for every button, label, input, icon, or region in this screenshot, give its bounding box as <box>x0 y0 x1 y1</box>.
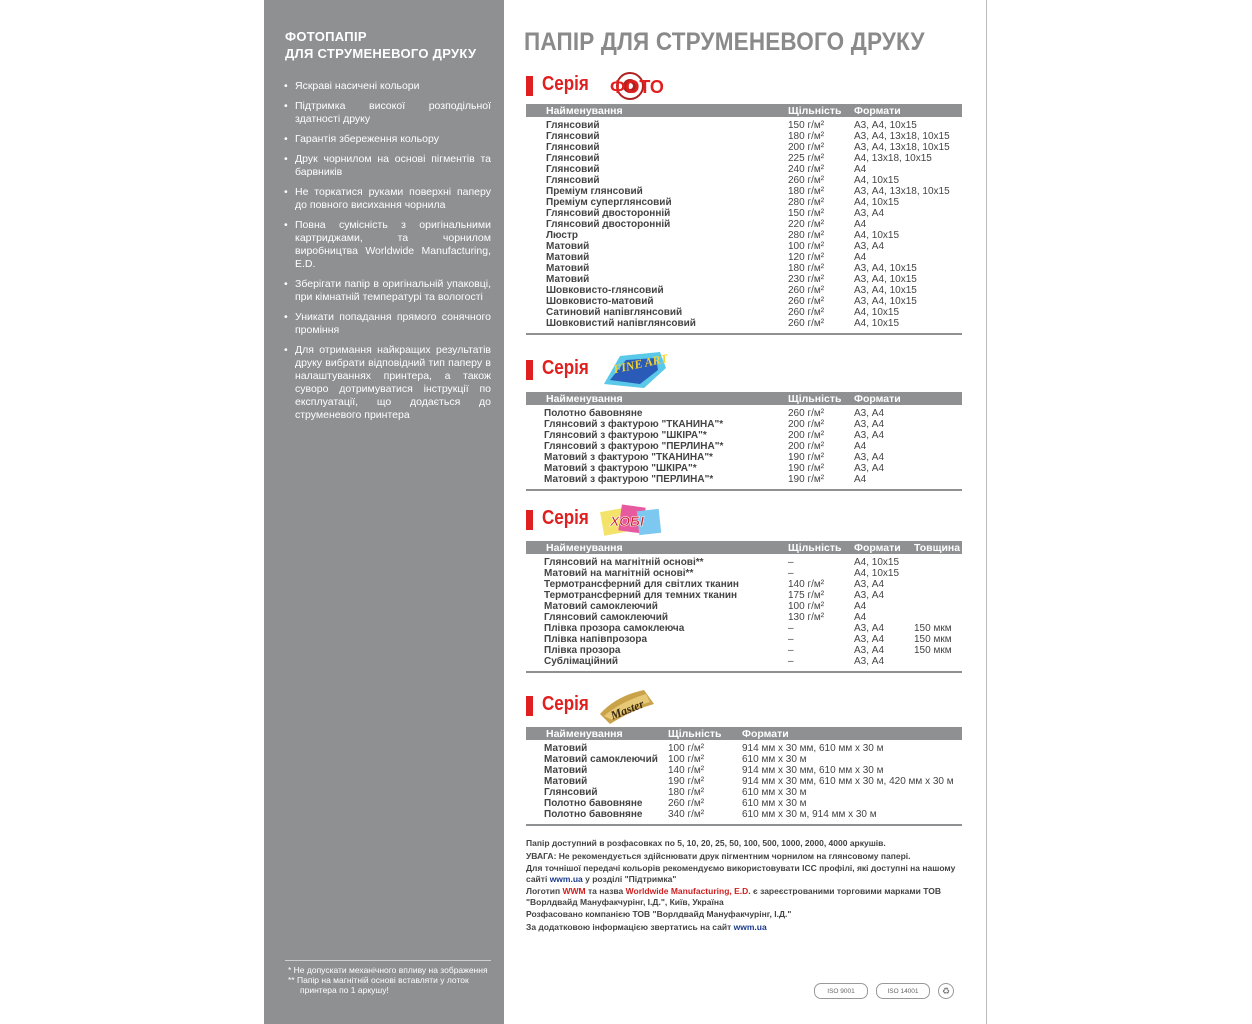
sidebar-title-line2: ДЛЯ СТРУМЕНЕВОГО ДРУКУ <box>285 46 477 61</box>
table-cell: Глянсовий <box>546 142 600 153</box>
header-density: Щільність <box>788 104 854 117</box>
footer-more-info <box>526 922 966 933</box>
footer-line: Папір доступний в розфасовках по 5, 10, 20, 25, 50, 100, 500, 1000, 2000, 4000 аркушів. <box>526 838 886 848</box>
header-density: Щільність <box>788 541 854 554</box>
footer-site-link[interactable]: wwm.ua <box>549 873 583 884</box>
sidebar-title <box>285 28 476 62</box>
table-cell: 100 г/м² <box>668 754 705 765</box>
table-cell: Плівка прозора самоклеюча <box>544 623 685 634</box>
table-cell: 150 мкм <box>914 645 952 656</box>
footer-icc-text: Для точнішої передачі кольорів рекомендуємо використовувати ICC профілі, які доступні на нашому сайті <box>526 863 956 884</box>
hobby-logo-text: ХОБІ <box>610 513 644 529</box>
table-cell: 150 г/м² <box>788 120 825 131</box>
main-content <box>504 0 986 1024</box>
table-cell: 914 мм х 30 мм, 610 мм х 30 м <box>742 743 884 754</box>
series-marker <box>526 76 533 96</box>
footer-company-name: Worldwide Manufacturing, E.D. <box>625 886 751 896</box>
table-row <box>526 230 962 241</box>
table-cell: А3, А4 <box>854 645 885 656</box>
table-cell: 260 г/м² <box>788 408 825 419</box>
table-end-rule <box>526 824 962 826</box>
table-cell: Глянсовий двосторонній <box>546 208 671 219</box>
table-cell <box>914 554 962 568</box>
table-cell: 280 г/м² <box>788 230 825 241</box>
table-cell: Матовий <box>544 743 588 754</box>
table-cell: Полотно бавовняне <box>544 408 643 419</box>
table-cell: 260 г/м² <box>788 307 825 318</box>
sidebar-bullet: • Для отримання найкращих результатів друку вибрати відповідний тип паперу в налаштуваннях принтера, а також суворо дотримуватися інструкції по експлуатації, що додається до струменевого принтера <box>281 344 491 422</box>
page-title: ПАПІР ДЛЯ СТРУМЕНЕВОГО ДРУКУ <box>524 28 925 56</box>
sidebar-note: ** Папір на магнітній основі вставляти у лоток принтера по 1 аркушу! <box>288 975 469 995</box>
sidebar-bullet: • Яскраві насичені кольори <box>281 80 491 93</box>
table-cell: 190 г/м² <box>788 474 825 485</box>
table-cell: Плівка напівпрозора <box>544 634 648 645</box>
header-density: Щільність <box>788 392 854 405</box>
table-cell: Преміум глянсовий <box>546 186 643 197</box>
table-row <box>526 219 962 230</box>
header-name: Найменування <box>526 541 788 554</box>
table-cell: А4, 10х15 <box>854 318 900 329</box>
table-row <box>526 307 962 318</box>
table-cell: Матовий з фактурою "ШКІРА"* <box>544 463 697 474</box>
table-header <box>526 392 962 405</box>
table-cell: – <box>788 557 794 568</box>
table-cell: А4 <box>854 164 867 175</box>
series-hobby-header <box>526 506 962 541</box>
table-row <box>526 318 962 333</box>
footer-wwm: WWM <box>562 886 586 896</box>
table-cell: Матовий з фактурою "ТКАНИНА"* <box>544 452 713 463</box>
table-row <box>526 430 962 441</box>
table-cell: Термотрансферний для світлих тканин <box>544 579 739 590</box>
table-cell: А3, А4 <box>854 430 885 441</box>
series-master-table <box>526 727 962 824</box>
fineart-logo-text: FINE ART <box>612 351 670 377</box>
recycle-icon: ♻ <box>938 983 954 999</box>
table-cell: 100 г/м² <box>788 601 825 612</box>
table-cell: – <box>788 568 794 579</box>
table-row <box>526 623 962 634</box>
table-row <box>526 634 962 645</box>
sidebar-bullet: • Не торкатися руками поверхні паперу до повного висихання чорнила <box>281 186 491 212</box>
table-cell <box>914 656 962 671</box>
series-foto <box>526 72 962 335</box>
table-row <box>526 175 962 186</box>
table-cell: А3, А4, 13х18, 10х15 <box>854 186 950 197</box>
table-cell: Глянсовий <box>546 153 600 164</box>
table-cell: Сатиновий напівглянсовий <box>546 307 683 318</box>
header-name: Найменування <box>526 104 788 117</box>
table-cell: 260 г/м² <box>788 296 825 307</box>
table-header <box>526 727 962 740</box>
footer-icc-tail: у розділі "Підтримка" <box>585 873 677 884</box>
series-fineart-rows <box>526 405 962 489</box>
series-master-rows <box>526 740 962 824</box>
footer-packed: Розфасовано компанією ТОВ "Ворлдвайд Мануфакчурінг, І.Д." <box>526 909 792 919</box>
table-cell: 200 г/м² <box>788 142 825 153</box>
series-fineart-table <box>526 392 962 489</box>
table-cell: А3, А4 <box>854 419 885 430</box>
table-cell: А3, А4 <box>854 463 885 474</box>
table-row <box>526 645 962 656</box>
table-cell: 225 г/м² <box>788 153 825 164</box>
table-cell: 260 г/м² <box>788 318 825 329</box>
table-row <box>526 241 962 252</box>
table-cell: Шовковисто-глянсовий <box>546 285 664 296</box>
table-cell: А4, 10х15 <box>854 307 900 318</box>
series-label: Серія <box>542 73 589 95</box>
table-cell: Матовий самоклеючий <box>544 754 658 765</box>
table-cell: А4, 10х15 <box>854 557 900 568</box>
table-cell: Матовий <box>546 241 590 252</box>
table-cell: Матовий <box>546 252 590 263</box>
table-row <box>526 452 962 463</box>
table-cell: – <box>788 623 794 634</box>
table-cell: 175 г/м² <box>788 590 825 601</box>
table-cell: А3, А4, 10х15 <box>854 296 917 307</box>
series-label: Серія <box>542 507 589 529</box>
table-row <box>526 285 962 296</box>
series-label: Серія <box>542 357 589 379</box>
table-cell: Полотно бавовняне <box>544 798 643 809</box>
table-cell: 180 г/м² <box>668 787 705 798</box>
footer-registered: є зареєстрованими торговими марками ТОВ "Ворлдвайд Мануфакчурінг, І.Д.", Київ, Україна <box>526 886 941 907</box>
table-row <box>526 798 962 809</box>
table-cell: 230 г/м² <box>788 274 825 285</box>
table-cell <box>914 612 962 623</box>
footer-warning: УВАГА: Не рекомендується здійснювати друк пігментним чорнилом на глянсовому папері. <box>526 850 911 861</box>
table-cell: А3, А4 <box>854 208 885 219</box>
series-master <box>526 692 962 826</box>
table-row <box>526 579 962 590</box>
table-row <box>526 590 962 601</box>
table-cell: Люстр <box>546 230 578 241</box>
hobby-logo-icon <box>596 500 666 540</box>
table-cell: А3, А4 <box>854 590 885 601</box>
table-cell: Матовий <box>546 274 590 285</box>
sidebar <box>264 0 504 1024</box>
table-row <box>526 131 962 142</box>
table-cell <box>914 590 962 601</box>
table-cell: А4 <box>854 219 867 230</box>
sidebar-title-line1: ФОТОПАПІР <box>285 29 367 44</box>
header-formats: Формати <box>854 392 962 405</box>
table-row <box>526 554 962 568</box>
table-cell: 130 г/м² <box>788 612 825 623</box>
series-label: Серія <box>542 693 589 715</box>
table-cell: А3, А4, 10х15 <box>854 120 917 131</box>
table-row <box>526 441 962 452</box>
table-row <box>526 117 962 131</box>
iso-9001-badge: ISO 9001 <box>814 983 868 999</box>
table-cell: Матовий <box>544 776 588 787</box>
table-cell: 610 мм х 30 м <box>742 798 807 809</box>
table-cell: 200 г/м² <box>788 419 825 430</box>
table-cell: 180 г/м² <box>788 186 825 197</box>
table-cell <box>914 579 962 590</box>
table-cell: Матовий <box>544 765 588 776</box>
fineart-logo-icon <box>600 350 670 390</box>
table-cell: Глянсовий <box>546 164 600 175</box>
series-master-header <box>526 692 962 727</box>
table-cell: А3, А4 <box>854 656 885 667</box>
footer-trademark <box>526 886 966 907</box>
table-row <box>526 405 962 419</box>
table-cell: 140 г/м² <box>668 765 705 776</box>
table-row <box>526 153 962 164</box>
table-row <box>526 186 962 197</box>
header-density: Щільність <box>668 727 742 740</box>
table-cell: 340 г/м² <box>668 809 705 820</box>
table-cell: 260 г/м² <box>668 798 705 809</box>
table-cell: Термотрансферний для темних тканин <box>544 590 738 601</box>
table-cell: Матовий <box>546 263 590 274</box>
header-formats: Формати <box>742 727 962 740</box>
table-cell: 610 мм х 30 м <box>742 787 807 798</box>
series-fineart-header <box>526 351 962 392</box>
table-cell: 180 г/м² <box>788 263 825 274</box>
footer-more-info-text: За додатковою інформацією звертатись на сайт <box>526 921 732 932</box>
foto-logo-icon <box>608 70 680 102</box>
table-row <box>526 776 962 787</box>
table-cell: А4 <box>854 441 867 452</box>
table-cell: 220 г/м² <box>788 219 825 230</box>
table-cell: Глянсовий <box>546 175 600 186</box>
certifications <box>814 983 954 999</box>
table-cell: – <box>788 634 794 645</box>
sidebar-bullet-list <box>281 80 491 429</box>
table-cell: А3, А4 <box>854 579 885 590</box>
table-row <box>526 787 962 798</box>
table-cell: А3, А4, 13х18, 10х15 <box>854 142 950 153</box>
table-cell: А3, А4, 13х18, 10х15 <box>854 131 950 142</box>
header-thickness: Товщина <box>914 541 961 554</box>
table-cell: А4, 10х15 <box>854 568 900 579</box>
table-row <box>526 263 962 274</box>
table-cell: Матовий самоклеючий <box>544 601 658 612</box>
table-row <box>526 809 962 824</box>
series-foto-rows <box>526 117 962 333</box>
table-cell: А3, А4 <box>854 241 885 252</box>
table-cell: Преміум суперглянсовий <box>546 197 672 208</box>
table-cell: 260 г/м² <box>788 175 825 186</box>
footer-site-link-2[interactable]: wwm.ua <box>733 921 767 932</box>
sidebar-bullet: • Друк чорнилом на основі пігментів та барвників <box>281 153 491 179</box>
table-cell: 100 г/м² <box>788 241 825 252</box>
table-cell: А3, А4 <box>854 408 885 419</box>
table-row <box>526 274 962 285</box>
table-cell: 190 г/м² <box>788 452 825 463</box>
table-cell: 150 мкм <box>914 623 952 634</box>
series-hobby-table <box>526 541 962 671</box>
table-cell: 914 мм х 30 мм, 610 мм х 30 м <box>742 765 884 776</box>
table-row <box>526 612 962 623</box>
footer-notes <box>526 838 966 934</box>
series-hobby <box>526 506 962 673</box>
table-row <box>526 601 962 612</box>
table-header <box>526 104 962 117</box>
table-cell: 190 г/м² <box>788 463 825 474</box>
header-formats: Формати <box>854 104 962 117</box>
table-cell: А3, А4, 10х15 <box>854 285 917 296</box>
table-cell <box>914 568 962 579</box>
table-cell: 260 г/м² <box>788 285 825 296</box>
table-cell: Глянсовий з фактурою "ТКАНИНА"* <box>544 419 724 430</box>
table-cell: Полотно бавовняне <box>544 809 643 820</box>
iso-14001-badge: ISO 14001 <box>876 983 930 999</box>
table-cell: 914 мм х 30 мм, 610 мм х 30 м, 420 мм х 30 м <box>742 776 954 787</box>
table-cell: Глянсовий з фактурою "ПЕРЛИНА"* <box>544 441 724 452</box>
table-cell: А4 <box>854 474 867 485</box>
sidebar-bullet: • Повна сумісність з оригінальними картриджами, та чорнилом виробництва Worldwide Manufacturing, E.D. <box>281 219 491 271</box>
table-cell: 240 г/м² <box>788 164 825 175</box>
table-cell: Сублімаційний <box>544 656 619 667</box>
table-row <box>526 463 962 474</box>
table-cell: Матовий на магнітній основі** <box>544 568 694 579</box>
table-cell: – <box>788 656 794 667</box>
table-cell: Шовковисто-матовий <box>546 296 654 307</box>
table-cell: Глянсовий <box>544 787 598 798</box>
table-cell: 610 мм х 30 м <box>742 754 807 765</box>
series-foto-header <box>526 72 962 104</box>
series-foto-table <box>526 104 962 333</box>
header-name: Найменування <box>526 392 788 405</box>
table-cell: А4, 10х15 <box>854 230 900 241</box>
table-cell: 150 мкм <box>914 634 952 645</box>
table-cell: Плівка прозора <box>544 645 621 656</box>
table-cell: 280 г/м² <box>788 197 825 208</box>
table-cell: Глянсовий <box>546 120 600 131</box>
series-fineart <box>526 351 962 491</box>
table-cell: Глянсовий на магнітній основі** <box>544 557 704 568</box>
table-cell: 120 г/м² <box>788 252 825 263</box>
table-row <box>526 765 962 776</box>
table-cell: 200 г/м² <box>788 430 825 441</box>
sidebar-divider <box>285 960 491 961</box>
table-cell: 610 мм х 30 м, 914 мм х 30 м <box>742 809 877 820</box>
table-row <box>526 197 962 208</box>
master-logo-icon <box>596 684 660 726</box>
table-cell: 180 г/м² <box>788 131 825 142</box>
table-row <box>526 740 962 754</box>
series-hobby-rows <box>526 554 962 671</box>
footer-and-name: та назва <box>587 886 624 896</box>
sidebar-bullet: • Уникати попадання прямого сонячного проміння <box>281 311 491 337</box>
table-cell: А4 <box>854 601 867 612</box>
header-name: Найменування <box>526 727 668 740</box>
table-row <box>526 419 962 430</box>
table-cell: А4, 13х18, 10х15 <box>854 153 932 164</box>
table-row <box>526 568 962 579</box>
table-cell: 190 г/м² <box>668 776 705 787</box>
table-cell: Глянсовий <box>546 131 600 142</box>
sidebar-notes <box>288 965 494 995</box>
header-formats: Формати <box>854 541 914 554</box>
table-row <box>526 164 962 175</box>
sidebar-bullet: • Підтримка високої розподільної здатності друку <box>281 100 491 126</box>
table-cell <box>914 601 962 612</box>
table-end-rule <box>526 671 962 673</box>
table-cell: 150 г/м² <box>788 208 825 219</box>
table-cell: Глянсовий двосторонній <box>546 219 671 230</box>
table-cell: Шовковистий напівглянсовий <box>546 318 696 329</box>
sidebar-bullet: • Зберігати папір в оригінальній упаковці, при кімнатній температурі та вологості <box>281 278 491 304</box>
table-row <box>526 252 962 263</box>
sidebar-bullet: • Гарантія збереження кольору <box>281 133 491 146</box>
table-cell: А4 <box>854 612 867 623</box>
table-cell: Глянсовий самоклеючий <box>544 612 669 623</box>
table-end-rule <box>526 489 962 491</box>
table-cell: А3, А4 <box>854 634 885 645</box>
table-row <box>526 296 962 307</box>
sidebar-note: * Не допускати механічного впливу на зображення <box>288 965 488 975</box>
series-marker <box>526 696 533 716</box>
table-cell: А3, А4, 10х15 <box>854 263 917 274</box>
table-cell: А3, А4 <box>854 452 885 463</box>
table-row <box>526 754 962 765</box>
master-logo-text: Master <box>608 696 646 723</box>
table-row <box>526 142 962 153</box>
table-header <box>526 541 962 554</box>
table-row <box>526 656 962 671</box>
table-cell: А3, А4, 10х15 <box>854 274 917 285</box>
table-row <box>526 474 962 489</box>
foto-logo-text: ФОТО <box>610 77 664 97</box>
series-marker <box>526 510 533 530</box>
table-cell: А4, 10х15 <box>854 175 900 186</box>
table-cell: А4 <box>854 252 867 263</box>
table-cell: 200 г/м² <box>788 441 825 452</box>
table-cell: 140 г/м² <box>788 579 825 590</box>
footer-logo-word: Логотип <box>526 886 561 896</box>
table-cell: Глянсовий з фактурою "ШКІРА"* <box>544 430 707 441</box>
table-end-rule <box>526 333 962 335</box>
table-cell: – <box>788 645 794 656</box>
series-marker <box>526 360 533 380</box>
table-cell: Матовий з фактурою "ПЕРЛИНА"* <box>544 474 714 485</box>
table-cell: 100 г/м² <box>668 743 705 754</box>
table-cell: А4, 10х15 <box>854 197 900 208</box>
table-row <box>526 208 962 219</box>
table-cell: А3, А4 <box>854 623 885 634</box>
footer-icc <box>526 863 966 884</box>
